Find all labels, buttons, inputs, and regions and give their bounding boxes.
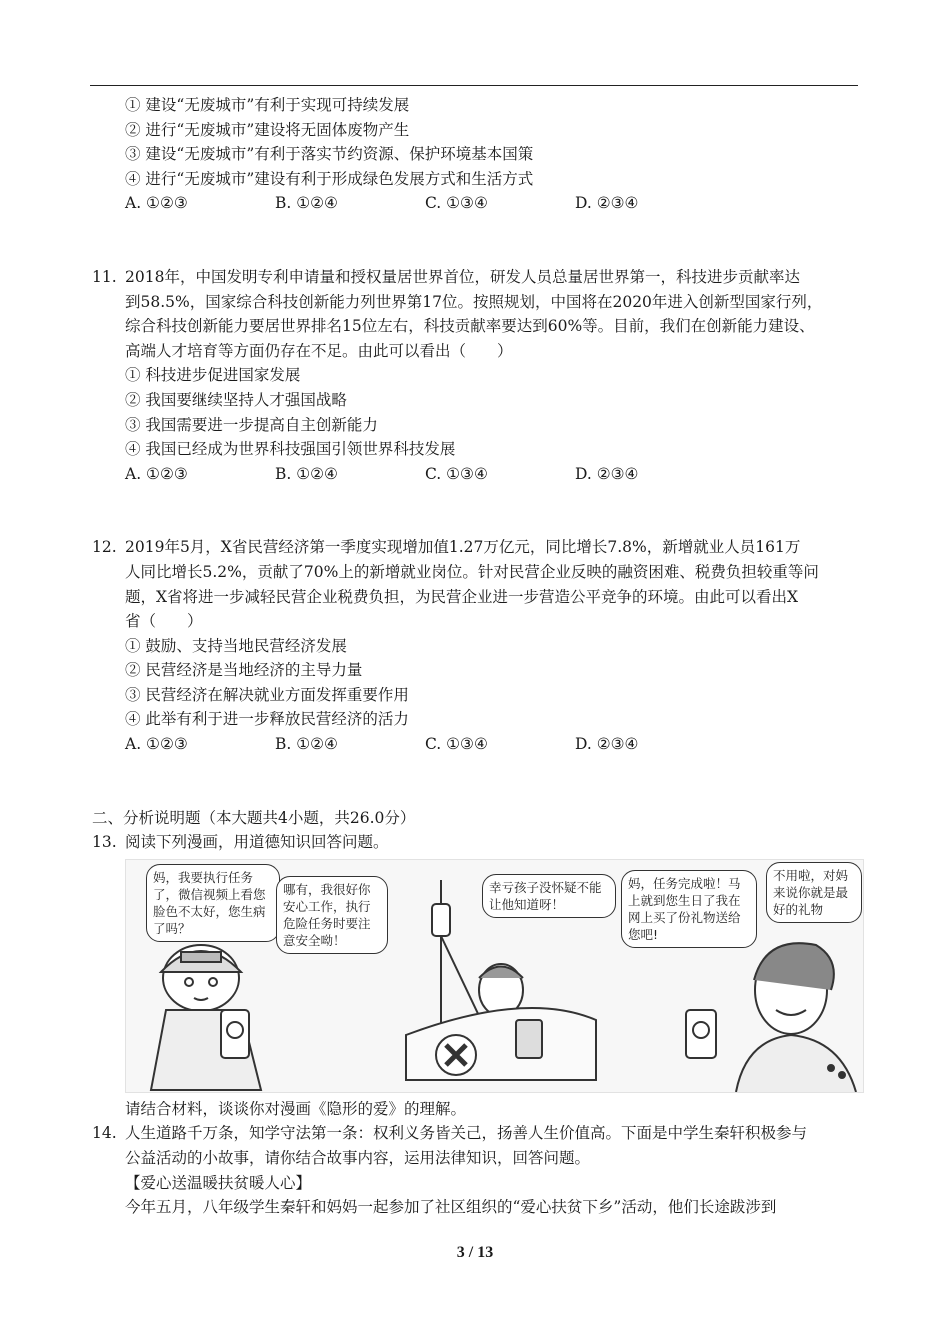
choice-a: A. ①②③ <box>125 464 188 483</box>
question-stem: 2019年5月，X省民营经济第一季度实现增加值1.27万亿元，同比增长7.8%，新增就业人员161万 <box>125 538 801 557</box>
question-10-options <box>92 93 862 216</box>
spacer <box>92 486 862 535</box>
story-body: 今年五月，八年级学生秦轩和妈妈一起参加了社区组织的“爱心扶贫下乡”活动，他们长途跋涉到 <box>125 1198 777 1217</box>
question-number: 13. <box>92 833 117 852</box>
choice-d: D. ②③④ <box>575 194 639 213</box>
header-rule <box>90 85 858 86</box>
speech-bubble: 哪有，我很好你安心工作，执行危险任务时要注意安全呦！ <box>276 876 388 954</box>
question-stem: 省（ ） <box>125 612 203 631</box>
option-line: ② 民营经济是当地经济的主导力量 <box>125 661 363 680</box>
choice-b: B. ①②④ <box>275 194 338 213</box>
question-prompt: 请结合材料，谈谈你对漫画《隐形的爱》的理解。 <box>125 1099 467 1118</box>
question-stem: 综合科技创新能力要居世界排名15位左右，科技贡献率要达到60%等。目前，我们在创新能力建设、 <box>125 317 815 336</box>
speech-bubble: 妈，任务完成啦！马上就到您生日了我在网上买了份礼物送给您吧! <box>621 870 757 948</box>
section-title: 二、分析说明题（本大题共4小题，共26.0分） <box>92 808 416 827</box>
comic-illustration <box>125 859 864 1093</box>
choice-c: C. ①③④ <box>425 194 488 213</box>
answer-choices <box>92 732 862 757</box>
option-line: ① 建设“无废城市”有利于实现可持续发展 <box>125 96 410 114</box>
option-line: ② 我国要继续坚持人才强国战略 <box>125 390 347 409</box>
choice-d: D. ②③④ <box>575 735 639 754</box>
speech-bubble: 不用啦，对妈来说你就是最好的礼物 <box>766 862 862 923</box>
question-stem: 2018年，中国发明专利申请量和授权量居世界首位，研发人员总量居世界第一，科技进步贡献率达 <box>125 267 800 286</box>
answer-choices <box>92 191 862 216</box>
question-number: 12. <box>92 538 117 557</box>
question-11 <box>92 265 862 486</box>
choice-a: A. ①②③ <box>125 194 188 213</box>
option-line: ③ 民营经济在解决就业方面发挥重要作用 <box>125 685 409 704</box>
page-number: 3 / 13 <box>456 1244 494 1261</box>
question-stem: 高端人才培育等方面仍存在不足。由此可以看出（ ） <box>125 341 513 360</box>
option-line: ③ 建设“无废城市”有利于落实节约资源、保护环境基本国策 <box>125 145 534 164</box>
choice-b: B. ①②④ <box>275 464 338 483</box>
spacer <box>92 216 862 265</box>
firefighter-figure <box>151 945 261 1090</box>
question-stem: 题，X省将进一步减轻民营企业税费负担，为民营企业进一步营造公平竞争的环境。由此可以看出X <box>125 587 799 606</box>
question-stem: 人同比增长5.2%，贡献了70%上的新增就业岗位。针对民营企业反映的融资困难、税费负担较重等问 <box>125 562 819 581</box>
spacer <box>92 757 862 806</box>
speech-bubble: 幸亏孩子没怀疑不能让他知道呀！ <box>482 874 616 918</box>
question-13 <box>92 830 862 1121</box>
mother-figure <box>686 943 856 1092</box>
question-stem: 公益活动的小故事，请你结合故事内容，运用法律知识，回答问题。 <box>125 1149 591 1168</box>
choice-b: B. ①②④ <box>275 735 338 754</box>
option-line: ③ 我国需要进一步提高自主创新能力 <box>125 415 378 434</box>
question-12 <box>92 535 862 756</box>
option-line: ② 进行“无废城市”建设将无固体废物产生 <box>125 120 410 139</box>
story-subtitle: 【爱心送温暖扶贫暖人心】 <box>125 1173 312 1192</box>
speech-bubble: 妈，我要执行任务了，微信视频上看您脸色不太好，您生病了吗？ <box>146 864 280 942</box>
choice-c: C. ①③④ <box>425 464 488 483</box>
question-number: 14. <box>92 1124 117 1143</box>
document-body <box>92 93 862 1220</box>
option-line: ① 鼓励、支持当地民营经济发展 <box>125 636 347 655</box>
option-line: ④ 进行“无废城市”建设有利于形成绿色发展方式和生活方式 <box>125 169 534 188</box>
question-stem: 到58.5%，国家综合科技创新能力列世界第17位。按照规划，中国将在2020年进入创新型国家行列， <box>125 292 823 311</box>
option-line: ④ 此举有利于进一步释放民营经济的活力 <box>125 710 409 729</box>
question-14 <box>92 1121 862 1219</box>
option-line: ① 科技进步促进国家发展 <box>125 366 301 385</box>
choice-c: C. ①③④ <box>425 735 488 754</box>
option-line: ④ 我国已经成为世界科技强国引领世界科技发展 <box>125 440 456 459</box>
question-number: 11. <box>92 267 117 286</box>
question-stem: 阅读下列漫画，用道德知识回答问题。 <box>125 833 389 852</box>
question-stem: 人生道路千万条，知学守法第一条：权利义务皆关己，扬善人生价值高。下面是中学生秦轩积极参与 <box>125 1124 808 1143</box>
choice-d: D. ②③④ <box>575 464 639 483</box>
choice-a: A. ①②③ <box>125 735 188 754</box>
answer-choices <box>92 462 862 487</box>
